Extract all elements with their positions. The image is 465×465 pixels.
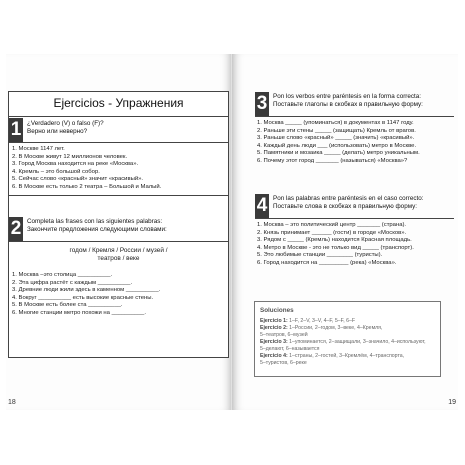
list-item: 3. Рядом с _____ (Кремль) находится Красная площадь. [257,237,412,244]
divider [9,142,228,143]
solution-line: Ejercicio 3: 1–упоминается, 2–защищали, 3–значило, 4–используют, [260,339,426,345]
word-bank [9,247,228,263]
list-item: 4. Каждый день люди ___ (использовать) метро в Москве. [257,142,417,149]
list-item: 4. Метро в Москве - это не только вид _____ (транспорт). [257,244,414,251]
list-item: 6. Почему этот город _______ (называться) «Москва»? [257,157,408,164]
list-item: 5. В Москве есть более ста __________. [12,302,123,309]
list-item: 5. Сейчас слово «красный» значит «красивый». [12,176,144,183]
list-item: 4. Вокруг __________ есть высокие красные стены. [12,294,154,301]
divider [255,116,454,117]
exercise-3-instruction [273,93,423,109]
exercise-3-number: 3 [256,93,268,114]
exercise-3-instruction-ru: Поставьте глаголы в скобках в правильную форму: [273,101,423,108]
page-number-left: 18 [8,399,16,406]
list-item: 1. Москва –это столица __________. [12,272,113,278]
list-item: 2. Раньше эти стены _____ (защищать) Кремль от врагов. [257,127,416,134]
word-bank-line-1: годом / Кремля / России / музей / [69,247,168,254]
divider [9,241,228,242]
exercise-4-instruction-ru: Поставьте слова в скобках в правильную форму: [273,203,417,210]
exercises-panel-left [8,91,229,358]
exercise-2-instruction-es: Completa las frases con las siguientes palabras: [27,218,163,225]
exercise-3-instruction-es: Pon los verbos entre paréntesis en la forma correcta: [273,93,422,100]
exercise-2-instruction-ru: Закончите предложения следующими словами: [27,226,167,233]
list-item: 3. Город Москва находится на реке «Москва». [12,161,139,168]
solution-line: 5–театров, 6–музей [260,332,308,338]
list-item: 1. Москве 1147 лет. [12,146,65,152]
list-item: 1. Москва – это политический центр _______ (страна). [257,222,407,228]
solution-line: Ejercicio 4: 1–страны, 2–гостей, 3–Кремлём, 4–транспорта, [260,353,405,359]
right-page [233,54,458,410]
exercise-1-instruction-es: ¿Verdadero (V) o falso (F)? [27,120,104,127]
list-item: 1. Москва _____ (упоминаться) в документах в 1147 году. [257,120,414,126]
exercise-3-list [257,120,420,166]
page-number-right: 19 [448,399,456,406]
exercise-2-number: 2 [10,218,22,239]
exercise-2-list [12,272,160,318]
list-item: 4. Кремль – это большой собор. [12,168,100,175]
list-item: 3. Раньше слово «красный» _____ (значить) «красивый». [257,135,415,142]
exercise-4-instruction-es: Pon las palabras entre paréntesis en el caso correcto: [273,195,424,202]
list-item: 5. Памятники и мозаика _____ (делать) метро уникальным. [257,150,420,157]
exercise-1-number: 1 [10,119,22,140]
exercise-4-instruction [273,195,424,211]
exercise-1-instruction-ru: Верно или неверно? [27,128,88,135]
solution-line: 5–делают, 6–называется [260,346,320,352]
exercise-4-list [257,222,414,268]
list-item: 6. В Москве есть только 2 театра – Большой и Малый. [12,183,162,190]
list-item: 5. Это любимые станции ________ (туристы). [257,252,383,259]
exercise-2-instruction [27,218,167,234]
list-item: 6. Многие станции метро похожи на __________. [12,309,146,316]
solution-line: Ejercicio 2: 1–России, 2–годом, 3–веке, 4–Кремля, [260,325,383,331]
list-item: 3. Древние люди жили здесь в каменном __________. [12,287,161,294]
solutions-box [254,301,441,377]
list-item: 2. Князь принимает ______ (гости) в городе «Москов». [257,229,407,236]
divider [9,195,228,196]
exercise-1-list [12,146,161,192]
divider [255,218,454,219]
list-item: 6. Город находится на _________ (река) «Москва». [257,259,397,266]
solution-line: Ejercicio 1: 1–F, 2–V, 3–V, 4–F, 5–F, 6–F [260,318,356,324]
page-title: Ejercicios - Упражнения [53,96,184,110]
word-bank-line-2: театров / веке [97,255,140,262]
list-item: 2. Эта цифра растёт с каждым __________. [12,279,133,286]
list-item: 2. В Москве живут 12 миллионов человек. [12,153,128,160]
left-page [6,54,231,410]
solutions-title: Soluciones [260,307,294,314]
exercise-4-number: 4 [256,195,268,216]
solution-line: 5–туристов, 6–реке [260,360,307,366]
divider [9,116,228,117]
exercise-1-instruction [27,120,104,136]
